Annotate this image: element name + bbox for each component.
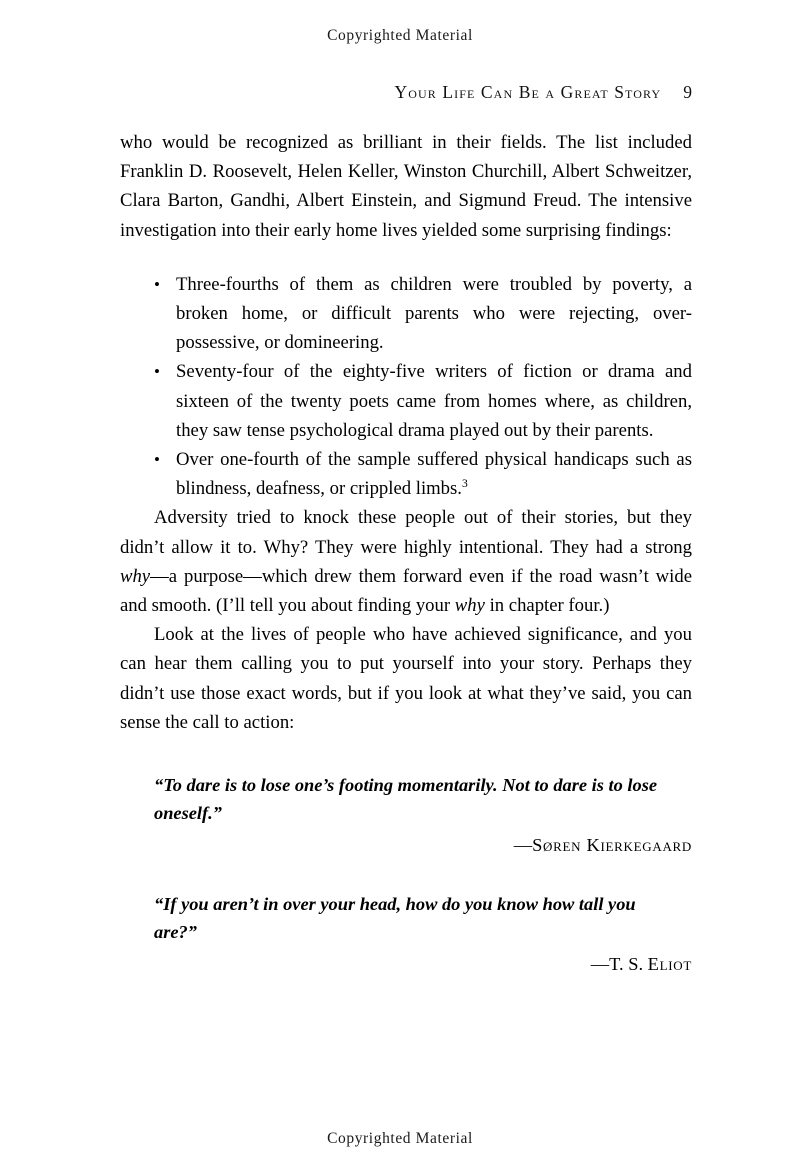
footnote-marker: 3 — [461, 477, 468, 490]
quote-attribution — [120, 835, 692, 856]
quote-block-eliot — [120, 890, 692, 975]
running-head-title: Your Life Can Be a Great Story — [394, 82, 662, 102]
quote-block-kierkegaard — [120, 771, 692, 856]
paragraph-text-part: Adversity tried to knock these people out of their stories, but they didn’t allow it to. Why? They were highly intentional. They had a strong — [120, 507, 692, 558]
quote-author: Eliot — [647, 954, 692, 975]
quote-attribution — [120, 954, 692, 975]
list-item-text: Three-fourths of them as children were troubled by poverty, a broken home, or difficult parents who were rejecting, over-possessive, or domineering. — [176, 273, 692, 354]
quote-author: Søren Kierkegaard — [532, 835, 692, 856]
paragraph-adversity — [120, 503, 692, 620]
findings-list — [120, 270, 692, 504]
list-item-text: Seventy-four of the eighty-five writers of fiction or drama and sixteen of the twenty poets came from homes where, as children, they saw tense psychological drama played out by their parents. — [176, 361, 692, 441]
list-item — [156, 445, 692, 503]
emphasis-why-1: why — [120, 565, 151, 587]
list-item-text: Over one-fourth of the sample suffered physical handicaps such as blindness, deafness, or crippled limbs. — [176, 449, 692, 500]
page-number: 9 — [683, 82, 692, 102]
quote-dash: — — [513, 835, 533, 856]
paragraph-text-part: in chapter four.) — [484, 595, 610, 617]
running-head — [120, 82, 692, 103]
copyright-watermark-top: Copyrighted Material — [327, 27, 473, 44]
paragraph-text-part: —a purpose—which drew them forward even if the road wasn’t wide and smooth. (I’ll tell you about finding your — [120, 565, 692, 617]
list-item — [156, 270, 692, 358]
list-item — [156, 357, 692, 445]
emphasis-why-2: why — [454, 595, 485, 617]
copyright-watermark-bottom: Copyrighted Material — [327, 1130, 473, 1147]
quote-text: “To dare is to lose one’s footing momentarily. Not to dare is to lose oneself.” — [154, 775, 658, 824]
page-content — [120, 128, 692, 975]
quote-text: “If you aren’t in over your head, how do you know how tall you are?” — [154, 894, 636, 943]
paragraph-continuation: who would be recognized as brilliant in their fields. The list included Franklin D. Roosevelt, Helen Keller, Winston Churchill, Albert Schweitzer, Clara Barton, Gandhi, Albert Einstein, and Sigmund Freud. The intensive investigation into their early home lives yielded some surprising findings: — [120, 132, 692, 241]
quote-dash: —T. S. — [590, 954, 648, 975]
paragraph-significance: Look at the lives of people who have achieved significance, and you can hear them calling you to put yourself into your story. Perhaps they didn’t use those exact words, but if you look at what they’ve said, you can sense the call to action: — [120, 624, 692, 733]
